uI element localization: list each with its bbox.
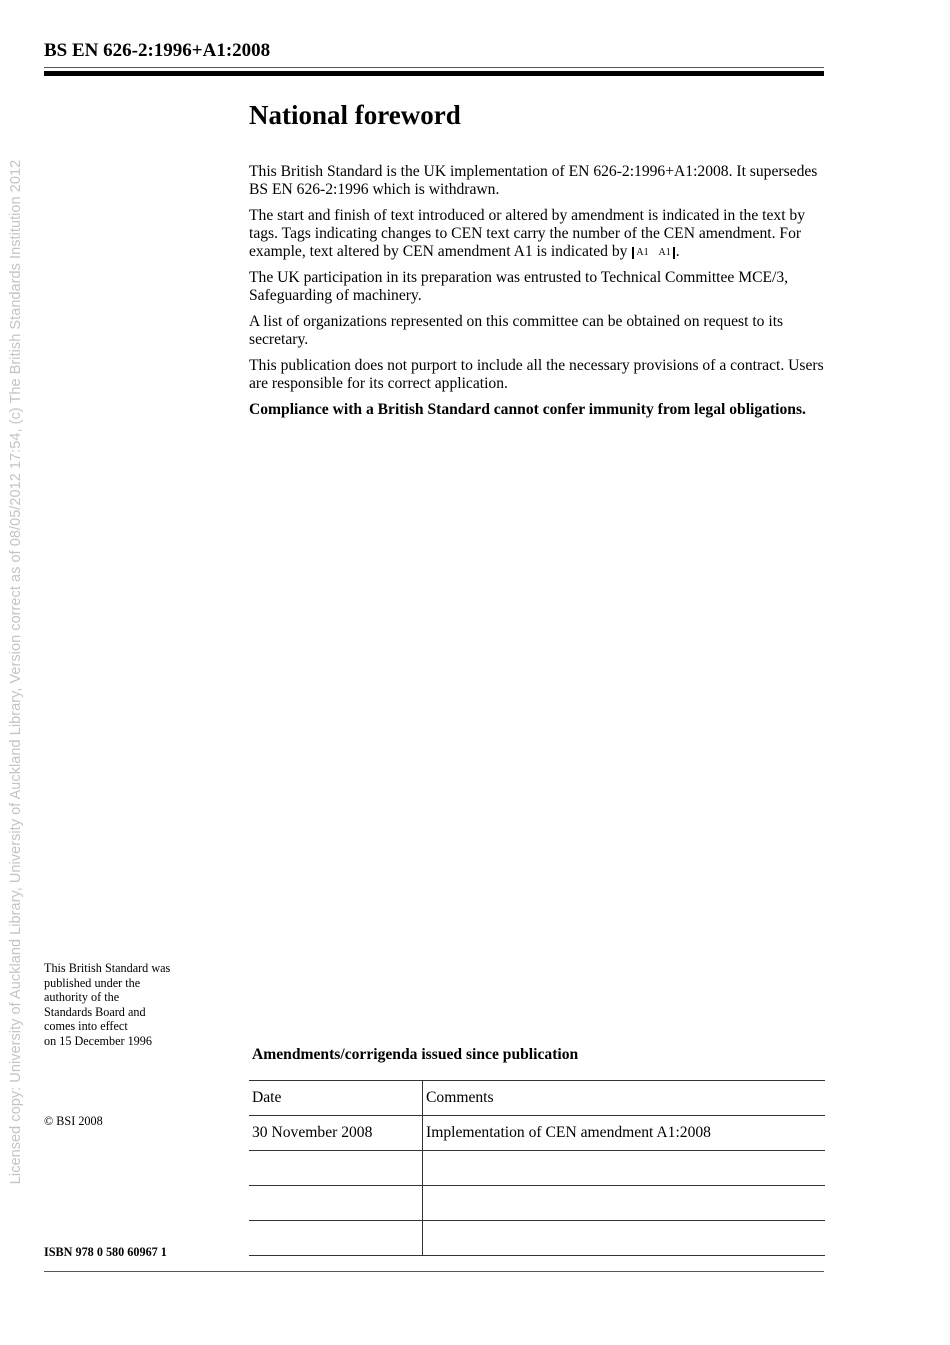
footer-rule (44, 1271, 824, 1272)
amendment-comment (423, 1221, 826, 1256)
amendment-date: 30 November 2008 (249, 1116, 423, 1151)
column-header-comments: Comments (423, 1081, 826, 1116)
amendment-open-tag-icon: A1 (632, 247, 650, 259)
isbn: ISBN 978 0 580 60967 1 (44, 1245, 167, 1259)
copyright-notice: © BSI 2008 (44, 1114, 103, 1128)
amendments-table (249, 1080, 825, 1256)
header-rule-thick (44, 71, 824, 76)
paragraph-implementation: This British Standard is the UK implementation of EN 626-2:1996+A1:2008. It supersedes BS EN 626-2:1996 which is withdrawn. (249, 163, 818, 198)
amendment-comment: Implementation of CEN amendment A1:2008 (423, 1116, 826, 1151)
table-row (249, 1151, 825, 1186)
paragraph-compliance: Compliance with a British Standard cannot confer immunity from legal obligations. (249, 401, 806, 418)
amendment-date (249, 1186, 423, 1221)
amendments-heading: Amendments/corrigenda issued since publication (252, 1046, 579, 1063)
foreword-body (249, 163, 829, 427)
amendment-close-tag-icon: A1 (657, 247, 675, 259)
paragraph-tags (249, 207, 829, 261)
amendment-comment (423, 1186, 826, 1221)
publication-note-line: on 15 December 1996 (44, 1033, 152, 1048)
publication-note-line: This British Standard was (44, 961, 171, 975)
table-row (249, 1116, 825, 1151)
table-header-row (249, 1081, 825, 1116)
amendment-date (249, 1151, 423, 1186)
document-code: BS EN 626-2:1996+A1:2008 (44, 40, 271, 61)
paragraph-tags-end: . (675, 243, 680, 260)
licence-watermark: Licensed copy: University of Auckland Library, University of Auckland Library, Version correct as of 08/05/2012 17:54, (c) The British Standards Institution 2012 (8, 159, 24, 1185)
paragraph-committee: The UK participation in its preparation was entrusted to Technical Committee MCE/3, Safeguarding of machinery. (249, 269, 789, 304)
column-header-date: Date (249, 1081, 423, 1116)
publication-note (44, 961, 214, 1048)
header-rule-thin (44, 67, 824, 68)
page-title: National foreword (249, 100, 461, 130)
amendment-date (249, 1221, 423, 1256)
publication-note-line: authority of the (44, 990, 120, 1004)
amendment-comment (423, 1151, 826, 1186)
table-row (249, 1221, 825, 1256)
publication-note-line: published under the (44, 975, 141, 990)
publication-note-line: Standards Board and (44, 1004, 146, 1019)
paragraph-provisions: This publication does not purport to include all the necessary provisions of a contract. Users are responsible for its correct application. (249, 357, 824, 392)
publication-note-line: comes into effect (44, 1019, 128, 1033)
paragraph-organizations: A list of organizations represented on this committee can be obtained on request to its secretary. (249, 313, 784, 348)
table-row (249, 1186, 825, 1221)
paragraph-tags-text: The start and finish of text introduced or altered by amendment is indicated in the text by tags. Tags indicating changes to CEN text carry the number of the CEN amendment. For example, text altered by CEN amendment A1 is indicated by (249, 207, 806, 260)
